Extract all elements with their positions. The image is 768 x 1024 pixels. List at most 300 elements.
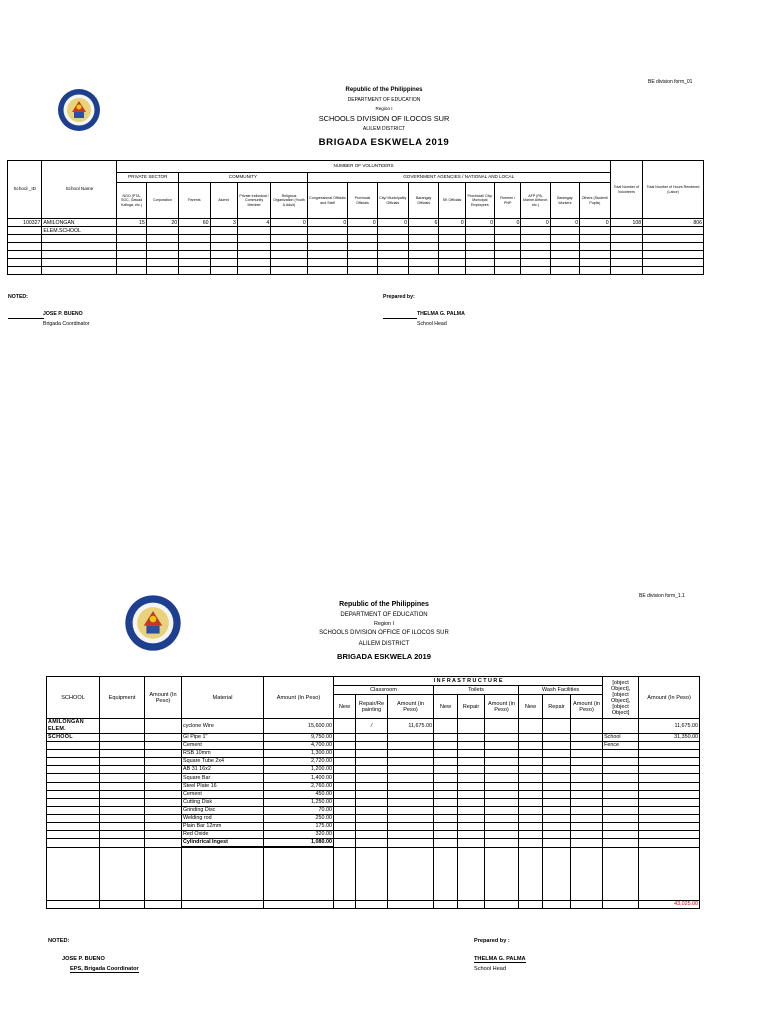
cell-value — [271, 251, 307, 259]
header-division: SCHOOLS DIVISION OFFICE OF ILOCOS SUR — [319, 630, 449, 636]
cell-value — [550, 259, 579, 267]
sub-repair-painting: Repair/Re painting — [356, 695, 388, 719]
cell-infra — [356, 758, 388, 766]
col-amount-last: Amount (In Peso) — [639, 677, 700, 719]
cell-value — [439, 243, 465, 251]
cell-value — [348, 235, 377, 243]
cell-material: Cylindrical Ingest — [182, 839, 264, 848]
cell-empty — [485, 847, 519, 901]
cell-empty — [434, 847, 458, 901]
cell-value: 60 — [179, 219, 210, 227]
cell-value — [408, 267, 438, 275]
cell-value — [408, 235, 438, 243]
cell-material: Welding rod — [182, 814, 264, 822]
cell-equipment — [100, 766, 145, 774]
cell-infra — [519, 806, 543, 814]
cell-value — [580, 251, 611, 259]
cell-amount-equipment — [145, 806, 182, 814]
cell-school-id — [8, 251, 42, 259]
cell-value — [307, 243, 348, 251]
table-row — [47, 847, 700, 901]
cell-amount-last — [639, 839, 700, 848]
cell-infra — [334, 839, 356, 848]
cell-value — [237, 227, 270, 235]
cell-value: 15 — [117, 219, 146, 227]
cell-value — [348, 227, 377, 235]
cell-empty — [388, 901, 434, 909]
cell-infra — [571, 823, 603, 831]
cell-value — [307, 259, 348, 267]
cell-infra — [334, 790, 356, 798]
cell-value — [179, 267, 210, 275]
cell-value — [439, 235, 465, 243]
cell-infra — [519, 734, 543, 742]
cell-equipment — [100, 734, 145, 742]
cell-infra — [519, 742, 543, 750]
cell-value — [271, 227, 307, 235]
cell-school-name — [42, 251, 117, 259]
cell-value: 0 — [307, 219, 348, 227]
cell-empty — [543, 901, 571, 909]
cell-infra — [571, 742, 603, 750]
sub-new: New — [434, 695, 458, 719]
cell-infra — [356, 766, 388, 774]
cell-infra — [388, 798, 434, 806]
cell-value — [377, 267, 408, 275]
table-row — [47, 734, 700, 742]
cell-infra — [458, 790, 485, 798]
cell-infra — [458, 823, 485, 831]
cell-value — [146, 251, 178, 259]
cell-value — [495, 235, 521, 243]
cell-amount-last — [639, 750, 700, 758]
cell-school — [47, 782, 100, 790]
cell-amount-equipment — [145, 839, 182, 848]
cell-others — [603, 782, 639, 790]
header-region: Region I — [373, 621, 395, 627]
cell-infra — [356, 831, 388, 839]
cell-school-id — [8, 259, 42, 267]
cell-empty — [458, 901, 485, 909]
group-community: COMMUNITY — [179, 173, 308, 183]
cell-value — [521, 259, 550, 267]
cell-infra — [571, 790, 603, 798]
cell-value — [117, 227, 146, 235]
cell-empty — [519, 901, 543, 909]
cell-school — [47, 742, 100, 750]
cell-infra — [485, 839, 519, 848]
cell-infra — [571, 774, 603, 782]
cell-school: SCHOOL — [47, 734, 100, 742]
cell-value — [210, 251, 237, 259]
cell-hours: 806 — [643, 219, 704, 227]
cell-infra — [434, 719, 458, 734]
cell-infra — [458, 798, 485, 806]
cell-school — [47, 839, 100, 848]
cell-value — [146, 267, 178, 275]
cell-infra — [434, 798, 458, 806]
cell-infra: / — [356, 719, 388, 734]
cell-infra — [543, 823, 571, 831]
cell-amount-last — [639, 782, 700, 790]
cell-value — [117, 243, 146, 251]
table-row — [8, 259, 704, 267]
cell-value — [521, 267, 550, 275]
cell-amount-last — [639, 823, 700, 831]
cell-infra — [356, 742, 388, 750]
cell-infra — [388, 823, 434, 831]
cell-infra — [434, 734, 458, 742]
cell-hours — [643, 235, 704, 243]
cell-infra — [458, 814, 485, 822]
noted-label: NOTED: — [48, 938, 70, 944]
cell-value — [348, 251, 377, 259]
cell-equipment — [100, 719, 145, 734]
cell-empty — [145, 901, 182, 909]
cell-value — [117, 259, 146, 267]
cell-value — [271, 243, 307, 251]
sub-header: City/ Municipality Officials — [377, 183, 408, 219]
cell-infra — [519, 782, 543, 790]
cell-infra — [485, 806, 519, 814]
cell-infra — [334, 798, 356, 806]
cell-infra — [388, 766, 434, 774]
cell-infra — [571, 839, 603, 848]
cell-value: 0 — [271, 219, 307, 227]
cell-empty — [571, 901, 603, 909]
cell-infra — [571, 806, 603, 814]
cell-total — [610, 243, 642, 251]
cell-value — [408, 251, 438, 259]
cell-value — [550, 243, 579, 251]
table-row — [47, 758, 700, 766]
cell-value — [237, 235, 270, 243]
sub-amount: Amount (in Peso) — [485, 695, 519, 719]
cell-amount-equipment — [145, 814, 182, 822]
cell-infra — [356, 839, 388, 848]
cell-amount-last — [639, 806, 700, 814]
noted-title: EPS, Brigada Coordinator — [70, 966, 139, 972]
cell-infra — [434, 766, 458, 774]
sub-header: Alumni — [210, 183, 237, 219]
cell-value — [179, 243, 210, 251]
cell-value — [439, 259, 465, 267]
cell-total — [610, 259, 642, 267]
form-title: BRIGADA ESKWELA 2019 — [337, 652, 431, 661]
cell-amount-equipment — [145, 719, 182, 734]
sub-header: Private Individual / Community Member — [237, 183, 270, 219]
cell-amount-equipment — [145, 742, 182, 750]
cell-equipment — [100, 814, 145, 822]
cell-empty — [519, 847, 543, 901]
cell-infra — [543, 758, 571, 766]
cell-school — [47, 814, 100, 822]
cell-value — [408, 259, 438, 267]
cell-infra — [434, 839, 458, 848]
cell-value — [210, 235, 237, 243]
sub-new: New — [334, 695, 356, 719]
cell-amount-equipment — [145, 798, 182, 806]
cell-school — [47, 831, 100, 839]
cell-school-id — [8, 235, 42, 243]
table-row — [8, 235, 704, 243]
col-school: SCHOOL — [47, 677, 100, 719]
cell-infra — [543, 806, 571, 814]
cell-value — [465, 267, 494, 275]
cell-infra — [334, 823, 356, 831]
cell-value — [271, 235, 307, 243]
sub-header: Others (Student/ Pupils) — [580, 183, 611, 219]
cell-infra — [388, 734, 434, 742]
cell-equipment — [100, 790, 145, 798]
cell-value — [348, 267, 377, 275]
col-school-id: School _ID — [8, 161, 42, 219]
noted-label: NOTED: — [8, 294, 28, 300]
cell-infra — [434, 831, 458, 839]
sub-header: SK Officials — [439, 183, 465, 219]
sub-amount: Amount (in Peso) — [571, 695, 603, 719]
cell-value — [465, 227, 494, 235]
cell-amount-material: 1,400.00 — [264, 774, 334, 782]
cell-value — [117, 235, 146, 243]
cell-infra — [334, 782, 356, 790]
col-equipment: Equipment — [100, 677, 145, 719]
sub-header: Parents — [179, 183, 210, 219]
cell-school-id — [8, 227, 42, 235]
cell-value — [377, 227, 408, 235]
cell-empty — [182, 847, 264, 901]
cell-infra — [334, 734, 356, 742]
cell-value: 0 — [348, 219, 377, 227]
cell-infra — [356, 790, 388, 798]
cell-equipment — [100, 831, 145, 839]
total-row — [47, 901, 700, 909]
cell-value: 4 — [237, 219, 270, 227]
sub-new: New — [519, 695, 543, 719]
cell-infra — [458, 766, 485, 774]
cell-infra — [571, 758, 603, 766]
cell-infra — [543, 742, 571, 750]
cell-infra — [388, 839, 434, 848]
sub-header: NGO (PTA, SGC, Gawad Kalinga, etc.) — [117, 183, 146, 219]
table-row — [47, 839, 700, 848]
cell-empty — [388, 847, 434, 901]
cell-infra — [543, 790, 571, 798]
table-row — [47, 774, 700, 782]
cell-amount-equipment — [145, 782, 182, 790]
cell-infra — [388, 806, 434, 814]
cell-infra — [571, 750, 603, 758]
cell-value — [550, 227, 579, 235]
sub-header: Barangay Workers — [550, 183, 579, 219]
cell-school — [47, 758, 100, 766]
cell-amount-material: 2,720.00 — [264, 758, 334, 766]
cell-infra — [434, 782, 458, 790]
cell-empty — [334, 901, 356, 909]
cell-infra — [334, 750, 356, 758]
cell-value — [465, 251, 494, 259]
cell-value — [521, 227, 550, 235]
cell-value — [580, 235, 611, 243]
cell-amount-last — [639, 758, 700, 766]
cell-infra — [334, 806, 356, 814]
cell-value — [348, 259, 377, 267]
cell-infra — [434, 814, 458, 822]
cell-school — [47, 774, 100, 782]
cell-infra — [543, 814, 571, 822]
cell-infra — [388, 750, 434, 758]
cell-empty — [47, 901, 100, 909]
cell-infra — [388, 758, 434, 766]
table-row — [8, 243, 704, 251]
cell-material: Square Tube 2x4 — [182, 758, 264, 766]
cell-infra — [356, 774, 388, 782]
prepared-name: THELMA G. PALMA — [474, 956, 526, 962]
cell-material: Plain Bar 12mm — [182, 823, 264, 831]
cell-value — [439, 227, 465, 235]
cell-infra — [334, 719, 356, 734]
cell-school — [47, 798, 100, 806]
cell-hours — [643, 259, 704, 267]
cell-infra — [485, 790, 519, 798]
cell-value: 20 — [146, 219, 178, 227]
cell-school — [47, 790, 100, 798]
cell-value — [237, 259, 270, 267]
cell-others: School — [603, 734, 639, 742]
cell-infra — [485, 719, 519, 734]
col-total-hours: Total Number of Hours Rendered (Labor) — [643, 161, 704, 219]
cell-value — [307, 235, 348, 243]
form-number: BE division form_1.1 — [639, 593, 685, 599]
cell-hours — [643, 227, 704, 235]
cell-infra — [543, 798, 571, 806]
sub-header: Provincial Officials — [348, 183, 377, 219]
sub-header: Religious Organization (Youth & Adult) — [271, 183, 307, 219]
col-amount-material: Amount (In Peso) — [264, 677, 334, 719]
group-private-sector: PRIVATE SECTOR — [117, 173, 179, 183]
cell-value — [580, 243, 611, 251]
cell-value — [495, 243, 521, 251]
cell-infra — [388, 742, 434, 750]
cell-infra — [485, 750, 519, 758]
group-volunteers: NUMBER OF VOLUNTEERS — [117, 161, 610, 173]
cell-material: Cement — [182, 742, 264, 750]
cell-infra — [485, 766, 519, 774]
cell-material: Grinding Disc — [182, 806, 264, 814]
cell-infra — [571, 766, 603, 774]
cell-material: Square Bar — [182, 774, 264, 782]
cell-infra — [571, 798, 603, 806]
cell-value — [439, 267, 465, 275]
cell-infra — [388, 831, 434, 839]
cell-infra — [571, 734, 603, 742]
cell-amount-material: 9,750.00 — [264, 734, 334, 742]
cell-value — [550, 235, 579, 243]
cell-infra — [356, 806, 388, 814]
cell-value — [495, 267, 521, 275]
cell-amount-material: 1,080.00 — [264, 839, 334, 848]
cell-value: 0 — [495, 219, 521, 227]
cell-infra — [434, 750, 458, 758]
cell-total: 108 — [610, 219, 642, 227]
cell-amount-material: 175.00 — [264, 823, 334, 831]
cell-infra — [356, 734, 388, 742]
cell-empty — [264, 901, 334, 909]
cell-infra — [388, 814, 434, 822]
cell-empty — [145, 847, 182, 901]
table-row — [47, 766, 700, 774]
cell-value — [580, 259, 611, 267]
cell-infra — [543, 839, 571, 848]
cell-infra — [571, 782, 603, 790]
cell-value — [348, 243, 377, 251]
cell-infra — [519, 798, 543, 806]
cell-infra — [485, 814, 519, 822]
cell-value — [307, 267, 348, 275]
cell-value — [377, 251, 408, 259]
cell-others — [603, 774, 639, 782]
cell-value — [307, 227, 348, 235]
header-region: Region I — [375, 106, 393, 111]
cell-amount-material: 450.00 — [264, 790, 334, 798]
cell-infra — [434, 742, 458, 750]
cell-value: 3 — [210, 219, 237, 227]
col-material: Material — [182, 677, 264, 719]
cell-infra — [334, 758, 356, 766]
cell-infra — [543, 782, 571, 790]
cell-infra — [485, 742, 519, 750]
header-district: ALILEM DISTRICT — [358, 641, 410, 647]
table-row — [8, 251, 704, 259]
cell-empty — [264, 847, 334, 901]
grand-total: 43,025.00 — [639, 901, 700, 909]
cell-infra — [434, 758, 458, 766]
col-school-name: School Name — [42, 161, 117, 219]
cell-empty — [100, 901, 145, 909]
cell-infra — [519, 774, 543, 782]
cell-infra — [485, 831, 519, 839]
table-row — [47, 782, 700, 790]
cell-infra — [485, 774, 519, 782]
cell-school-name — [42, 243, 117, 251]
col-others: [object Object],[object Object],[object Object] — [603, 677, 639, 719]
sub-header: Provincial/ City/ Municipal Employees — [465, 183, 494, 219]
cell-infra — [356, 750, 388, 758]
cell-total — [610, 235, 642, 243]
cell-others: Fence — [603, 742, 639, 750]
cell-others — [603, 790, 639, 798]
table-row — [47, 742, 700, 750]
cell-value — [408, 243, 438, 251]
cell-amount-last — [639, 831, 700, 839]
prepared-label: Prepared by: — [383, 294, 415, 300]
cell-amount-material: 1,300.00 — [264, 750, 334, 758]
cell-amount-equipment — [145, 734, 182, 742]
cell-infra — [458, 831, 485, 839]
table-row — [47, 750, 700, 758]
cell-infra: 11,675.00 — [388, 719, 434, 734]
form-title: BRIGADA ESKWELA 2019 — [318, 137, 450, 148]
cell-school — [47, 823, 100, 831]
cell-value — [146, 243, 178, 251]
cell-school: AMILONGAN ELEM. — [47, 719, 100, 734]
cell-equipment — [100, 823, 145, 831]
cell-others — [603, 798, 639, 806]
cell-value: 0 — [465, 219, 494, 227]
table-row — [47, 806, 700, 814]
cell-school — [47, 750, 100, 758]
cell-infra — [543, 766, 571, 774]
